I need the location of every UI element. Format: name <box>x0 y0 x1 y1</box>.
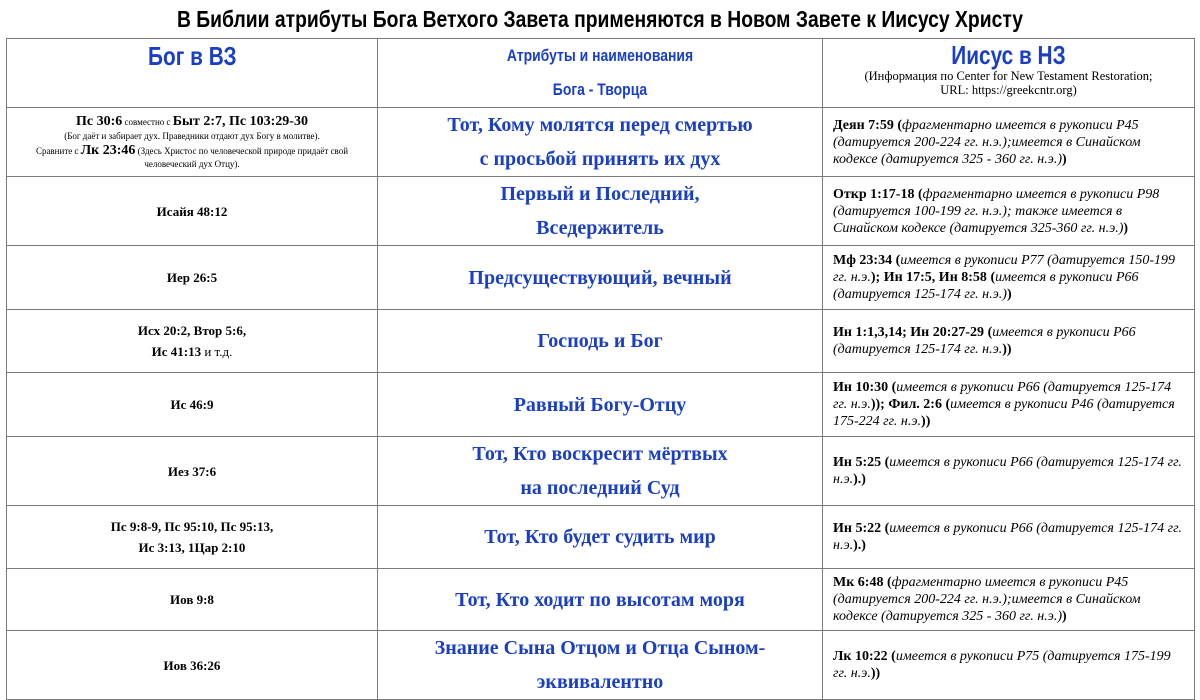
ot-ref: Иер 26:5 <box>166 270 218 285</box>
attribute-line: Первый и Последний, <box>500 183 700 205</box>
header-attributes-line1: Атрибуты и наименования <box>506 46 694 65</box>
nt-paren: ) <box>1061 151 1067 167</box>
ot-ref: Лк 23:46 <box>80 143 136 158</box>
header-ot <box>7 39 378 108</box>
nt-paren: ) <box>1006 287 1012 302</box>
ot-ref: Пс 9:8-9, Пс 95:10, Пс 95:13, <box>110 519 274 534</box>
nt-paren: )) <box>870 666 881 681</box>
attribute-cell <box>378 631 823 700</box>
attribute-line: Вседержитель <box>536 217 664 239</box>
manuscript-note: фрагментарно имеется в рукописи P45 (датируется 200-224 гг. н.э.);имеется в Синайском кодексе (датируется 325 - 360 гг. н.э.) <box>833 117 1141 167</box>
nt-ref: Лк 10:22 <box>833 649 888 664</box>
attribute-line: Предсуществующий, вечный <box>468 266 732 289</box>
ot-reference-cell <box>7 177 378 246</box>
slide-title: В Библии атрибуты Бога Ветхого Завета применяются в Новом Завете к Иисусу Христу <box>176 5 1024 32</box>
manuscript-note: имеется в рукописи P66 (датируется 125-174 гг. н.э. <box>833 521 1182 553</box>
nt-paren: )) <box>921 414 931 429</box>
nt-paren: ( <box>883 575 892 590</box>
nt-paren: ); <box>870 270 884 285</box>
nt-paren: ) <box>1123 220 1129 236</box>
table-row <box>7 310 1195 373</box>
table-row <box>7 246 1195 310</box>
attribute-line: Знание Сына Отцом и Отца Сыном- <box>434 637 766 659</box>
nt-paren: ).) <box>853 538 866 553</box>
attribute-line: эквивалентно <box>536 671 664 693</box>
nt-ref: Ин 17:5, Ин 8:58 <box>883 270 987 285</box>
attribute-line: Тот, Кому молятся перед смертью <box>447 114 753 136</box>
ot-comment: Сравните с <box>35 146 81 156</box>
manuscript-note: фрагментарно имеется в рукописи P45 (датируется 200-224 гг. н.э.);имеется в Синайском кодексе (датируется 325 - 360 гг. н.э.) <box>833 575 1141 624</box>
ot-reference-cell <box>7 437 378 506</box>
ot-reference-cell <box>7 246 378 310</box>
ot-comment: (Здесь Христос по человеческой природе придаёт свой <box>135 146 349 156</box>
ot-reference-cell <box>7 506 378 569</box>
header-nt-note-line2: URL: https://greekcntr.org) <box>940 83 1077 97</box>
table-row <box>7 437 1195 506</box>
nt-paren: ( <box>881 455 890 470</box>
table-row <box>7 177 1195 246</box>
table-row <box>7 506 1195 569</box>
manuscript-note: фрагментарно имеется в рукописи P98 (датируется 100-199 гг. н.э.); также имеется в Синайском кодексе (датируется 325-360 гг. н.э.) <box>833 186 1160 236</box>
nt-reference-cell <box>823 506 1195 569</box>
ot-ref: Ис 41:13 <box>151 344 202 359</box>
ot-ref: Ис 3:13, 1Цар 2:10 <box>138 540 246 555</box>
manuscript-note: имеется в рукописи P66 (датируется 125-174 гг. н.э. <box>833 380 1172 412</box>
ot-ref: Ис 46:9 <box>170 397 214 412</box>
attribute-cell <box>378 177 823 246</box>
ot-reference-cell <box>7 310 378 373</box>
nt-paren: ( <box>984 325 993 340</box>
attribute-cell <box>378 569 823 631</box>
attribute-line: с просьбой принять их дух <box>479 148 721 170</box>
manuscript-note: имеется в рукописи P66 (датируется 125-174 гг. н.э.) <box>833 270 1139 302</box>
attribute-cell <box>378 506 823 569</box>
ot-ref: Быт 2:7, Пс 103:29-30 <box>172 114 308 129</box>
attribute-line: Господь и Бог <box>537 330 663 352</box>
nt-paren: ( <box>887 649 896 664</box>
ot-ref: Иов 9:8 <box>170 592 214 607</box>
nt-paren: ( <box>888 380 897 395</box>
attribute-cell <box>378 108 823 177</box>
attribute-line: Тот, Кто воскресит мёртвых <box>472 443 728 465</box>
nt-reference-cell <box>823 437 1195 506</box>
nt-reference-cell <box>823 631 1195 700</box>
nt-ref: Ин 5:22 <box>833 521 882 536</box>
ot-ref: Иов 36:26 <box>163 657 221 673</box>
ot-ref: Иез 37:6 <box>167 463 217 479</box>
nt-paren: ( <box>881 521 890 536</box>
nt-paren: ).) <box>853 472 866 487</box>
manuscript-note: имеется в рукописи P46 (датируется 175-224 гг. н.э. <box>833 397 1175 429</box>
nt-reference-cell <box>823 373 1195 437</box>
table-row <box>7 569 1195 631</box>
nt-reference-cell <box>823 310 1195 373</box>
table-row <box>7 631 1195 700</box>
header-nt-label: Иисус в НЗ <box>951 40 1066 70</box>
header-ot-label: Бог в ВЗ <box>147 41 237 71</box>
comparison-table <box>6 38 1195 700</box>
nt-ref: Мк 6:48 <box>833 575 884 590</box>
nt-paren: ( <box>986 270 996 285</box>
ot-comment: человеческий дух Отцу). <box>144 159 240 169</box>
table-row <box>7 108 1195 177</box>
header-row <box>7 39 1195 108</box>
manuscript-note: имеется в рукописи P75 (датируется 175-199 гг. н.э. <box>833 649 1171 681</box>
ot-reference-cell <box>7 569 378 631</box>
header-nt <box>823 39 1195 108</box>
nt-reference-cell <box>823 108 1195 177</box>
nt-paren: ( <box>914 186 923 202</box>
ot-ref: Исайя 48:12 <box>156 203 228 219</box>
manuscript-note: имеется в рукописи P66 (датируется 125-174 гг. н.э. <box>833 325 1136 357</box>
ot-ref: Пс 30:6 <box>76 114 123 129</box>
table-row <box>7 373 1195 437</box>
nt-paren: ( <box>941 397 951 412</box>
nt-paren: ( <box>893 117 902 133</box>
attribute-cell <box>378 437 823 506</box>
nt-ref: Мф 23:34 <box>833 253 893 268</box>
ot-reference-cell <box>7 631 378 700</box>
attribute-line: Тот, Кто будет судить мир <box>484 526 716 548</box>
header-attributes-line2: Бога - Творца <box>552 80 648 99</box>
header-attributes <box>378 39 823 108</box>
attribute-cell <box>378 310 823 373</box>
ot-ref: Исх 20:2, Втор 5:6, <box>137 323 247 338</box>
nt-paren: ) <box>1061 609 1067 624</box>
manuscript-note: имеется в рукописи P77 (датируется 150-199 гг. н.э. <box>833 253 1176 285</box>
header-nt-note-line1: (Информация по Center for New Testament Restoration; <box>864 69 1153 83</box>
nt-ref: Ин 10:30 <box>833 380 889 395</box>
attribute-cell <box>378 373 823 437</box>
ot-connector: совместно с <box>122 117 173 127</box>
nt-ref: Ин 1:1,3,14; Ин 20:27-29 <box>833 325 985 340</box>
attribute-line: Равный Богу-Отцу <box>513 393 687 416</box>
nt-reference-cell <box>823 246 1195 310</box>
attribute-line: на последний Суд <box>520 477 680 499</box>
nt-ref: Деян 7:59 <box>833 117 894 133</box>
attribute-cell <box>378 246 823 310</box>
ot-comment: (Бог даёт и забирает дух. Праведники отдают дух Богу в молитве). <box>64 131 320 141</box>
ot-etc: и т.д. <box>201 344 233 359</box>
attribute-line: Тот, Кто ходит по высотам моря <box>455 588 745 611</box>
nt-ref: Откр 1:17-18 <box>833 186 915 202</box>
nt-paren: ( <box>892 253 901 268</box>
nt-reference-cell <box>823 177 1195 246</box>
ot-reference-cell <box>7 108 378 177</box>
nt-ref: Фил. 2:6 <box>888 397 942 412</box>
ot-reference-cell <box>7 373 378 437</box>
nt-paren: )); <box>870 397 889 412</box>
manuscript-note: имеется в рукописи P66 (датируется 125-174 гг. н.э. <box>833 455 1182 487</box>
nt-paren: )) <box>1002 342 1012 357</box>
nt-ref: Ин 5:25 <box>833 455 882 470</box>
nt-reference-cell <box>823 569 1195 631</box>
